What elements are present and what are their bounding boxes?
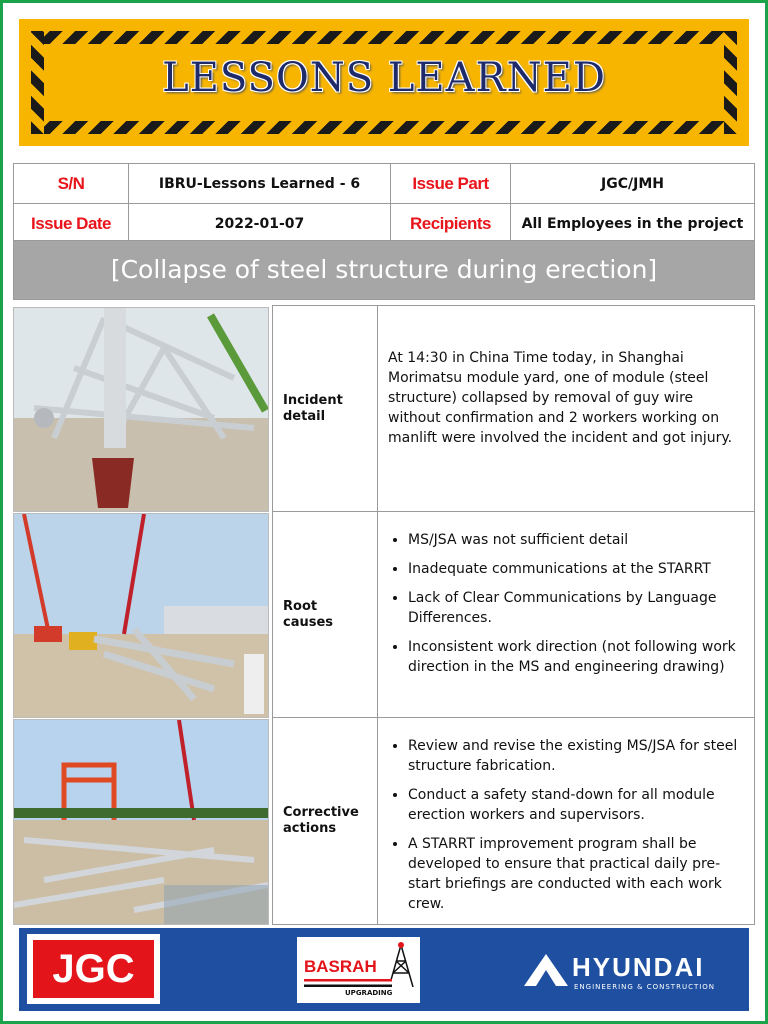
issue-date-value: 2022-01-07 <box>129 204 391 244</box>
issue-part-value: JGC/JMH <box>511 164 755 204</box>
root-causes-body <box>378 512 754 717</box>
list-item: • Lack of Clear Communications by Language Differences. <box>408 588 744 628</box>
hyundai-mountain-icon <box>524 952 568 986</box>
list-item: • Review and revise the existing MS/JSA for steel structure fabrication. <box>408 736 744 776</box>
hazard-stripe-top <box>31 31 737 44</box>
banner-title: LESSONS LEARNED <box>162 55 606 101</box>
incident-detail-label: Incident detail <box>273 306 378 511</box>
root-causes-label: Root causes <box>273 512 378 717</box>
list-item: • Inconsistent work direction (not following work direction in the MS and engineering drawing) <box>408 637 744 677</box>
info-row-1 <box>14 164 755 204</box>
hazard-stripe-bottom <box>31 121 737 134</box>
corrective-actions-label: Corrective actions <box>273 718 378 924</box>
issue-date-label: Issue Date <box>14 204 129 244</box>
list-item: • A STARRT improvement program shall be developed to ensure that practical daily pre-start briefings are conducted with each work crew. <box>408 834 744 914</box>
lessons-learned-banner <box>19 19 749 146</box>
issue-part-label: Issue Part <box>391 164 511 204</box>
recipients-value: All Employees in the project <box>511 204 755 244</box>
sn-label: S/N <box>14 164 129 204</box>
incident-photo-2 <box>13 513 269 718</box>
flag-stripe-icon <box>304 979 392 987</box>
jgc-logo: JGC <box>27 934 160 1004</box>
incident-photo-3 <box>13 719 269 925</box>
corrective-actions-body <box>378 718 754 924</box>
root-causes-row <box>272 511 755 718</box>
recipients-label: Recipients <box>391 204 511 244</box>
corrective-actions-row <box>272 717 755 925</box>
incident-detail-body <box>378 306 754 511</box>
incident-title: [Collapse of steel structure during erection] <box>13 240 755 300</box>
details-grid <box>272 305 755 925</box>
sn-value: IBRU-Lessons Learned - 6 <box>129 164 391 204</box>
logo-footer <box>19 928 749 1011</box>
info-table <box>13 163 755 244</box>
info-row-2 <box>14 204 755 244</box>
incident-detail-text: At 14:30 in China Time today, in Shanghai Morimatsu module yard, one of module (steel structure) collapsed by removal of guy wire without confirmation and 2 workers working on manlift were involved the incident and got injury. <box>388 350 733 446</box>
hyundai-logo: HYUNDAI ENGINEERING & CONSTRUCTION <box>524 952 568 990</box>
list-item: • MS/JSA was not sufficient detail <box>408 530 744 550</box>
incident-photo-1 <box>13 307 269 512</box>
basrah-upgrading-logo: BASRAH UPGRADING <box>297 937 420 1003</box>
list-item: • Inadequate communications at the STARRT <box>408 559 744 579</box>
incident-detail-row <box>272 305 755 512</box>
list-item: • Conduct a safety stand-down for all module erection workers and supervisors. <box>408 785 744 825</box>
